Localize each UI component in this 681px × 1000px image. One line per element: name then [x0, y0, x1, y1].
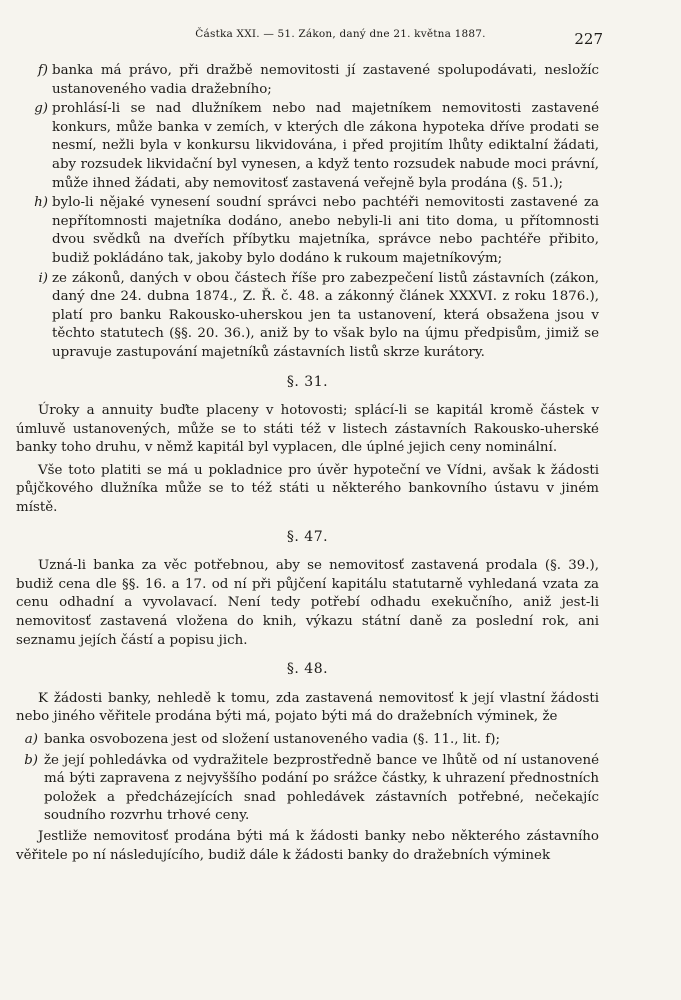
section-heading-31: §. 31.	[286, 373, 329, 390]
item-letter: b)	[24, 752, 38, 768]
item-text: ze zákonů, daných v obou částech říše pro zabezpečení listů zástavních (zákon, daný dne 24. dubna 1874., Z. Ř. č. 48. a zákonný článek XXXVI. z roku 1876.), platí pro banku Rakousko-uherskou jen ta ustanovení, která obsažena jsou v těchto statutech (§§. 20. 36.), aniž by to však bylo na újmu předpisům, jimiž se upravuje zastupování majetníků zástavních listů skrze kurátory.	[52, 270, 599, 360]
list-item	[16, 752, 599, 826]
paragraph: Vše toto platiti se má u pokladnice pro úvěr hypoteční ve Vídni, avšak k žádosti půjčkového dlužníka může se to též státi u některého bankovního ústavu v jiném místě.	[16, 462, 599, 516]
item-text: bylo-li nějaké vynesení soudní správci nebo pachtéři nemovitosti zastavené za nepřítomnosti majetníka dodáno, anebo nebyli-li ani tito doma, u přítomnosti dvou svědků na dveřích příbytku majetníka, správce nebo pachtéře přibito, budiž pokládáno tak, jakoby bylo dodáno k rukoum majetníkovým;	[52, 195, 599, 266]
paragraph: K žádosti banky, nehledě k tomu, zda zastavená nemovitosť k její vlastní žádosti nebo jiného věřitele prodána býti má, pojato býti má do dražebních výminek, že	[16, 690, 599, 725]
item-letter: h)	[34, 195, 48, 211]
item-letter: g)	[34, 101, 48, 117]
section-heading-47: §. 47.	[286, 528, 329, 545]
list-item	[16, 731, 599, 750]
item-letter: a)	[24, 732, 38, 747]
item-letter: f)	[37, 63, 48, 78]
page-number: 227	[574, 30, 603, 48]
list-item	[16, 100, 599, 193]
section-heading-48: §. 48.	[286, 661, 329, 678]
item-text: prohlásí-li se nad dlužníkem nebo nad majetníkem nemovitosti zastavené konkurs, může banka v zemích, v kterých dle zákona hypoteka dříve prodati se nesmí, nežli byla v konkursu likvidována, i před projitím lhůty ediktalní žádati, aby rozsudek likvidační byl vynesen, a když tento rozsudek nabude moci právní, může ihned žádati, aby nemovitosť zastavená veřejně byla prodána (§. 51.);	[52, 101, 599, 191]
list-item	[16, 194, 599, 268]
page-content	[16, 62, 599, 869]
list-item	[16, 270, 599, 363]
item-text: že její pohledávka od vydražitele bezprostředně bance ve lhůtě od ní ustanovené má býti zapravena z nejvyššího podání po srážce částky, k uhrazení přednostních položek a předcházejících snad pohledávek zástavních potřebné, nečekajíc soudního rozvrhu trhové ceny.	[44, 752, 599, 824]
item-letter: i)	[38, 270, 48, 286]
item-text: banka osvobozena jest od složení ustanoveného vadia (§. 11., lit. f);	[44, 732, 500, 747]
paragraph: Úroky a annuity buďte placeny v hotovosti; splácí-li se kapitál kromě částek v úmluvě ustanovených, může se to státi též v listech zástavních Rakousko-uherské banky toho druhu, v němž kapitál byl vyplacen, dle úplné jejich ceny nominální.	[16, 403, 599, 456]
running-head: Částka XXI. — 51. Zákon, daný dne 21. května 1887.	[195, 28, 486, 40]
paragraph: Jestliže nemovitosť prodána býti má k žádosti banky nebo některého zástavního věřitele po ní následujícího, budiž dále k žádosti banky do dražebních výminek	[16, 828, 599, 863]
list-item	[16, 62, 599, 99]
paragraph: Uzná-li banka za věc potřebnou, aby se nemovitosť zastavená prodala (§. 39.), budiž cena dle §§. 16. a 17. od ní při půjčení kapitálu statutarně vyhledaná vzata za cenu odhadní a vyvolavací. Není tedy potřebí odhadu exekučního, aniž jest-li nemovitosť zastavená vložena do knih, výkazu státní daně za poslední rok, ani seznamu jejích částí a popisu jich.	[16, 558, 599, 648]
item-text: banka má právo, při dražbě nemovitosti jí zastavené spolupodávati, nesložíc ustanoveného vadia dražebního;	[52, 63, 599, 97]
